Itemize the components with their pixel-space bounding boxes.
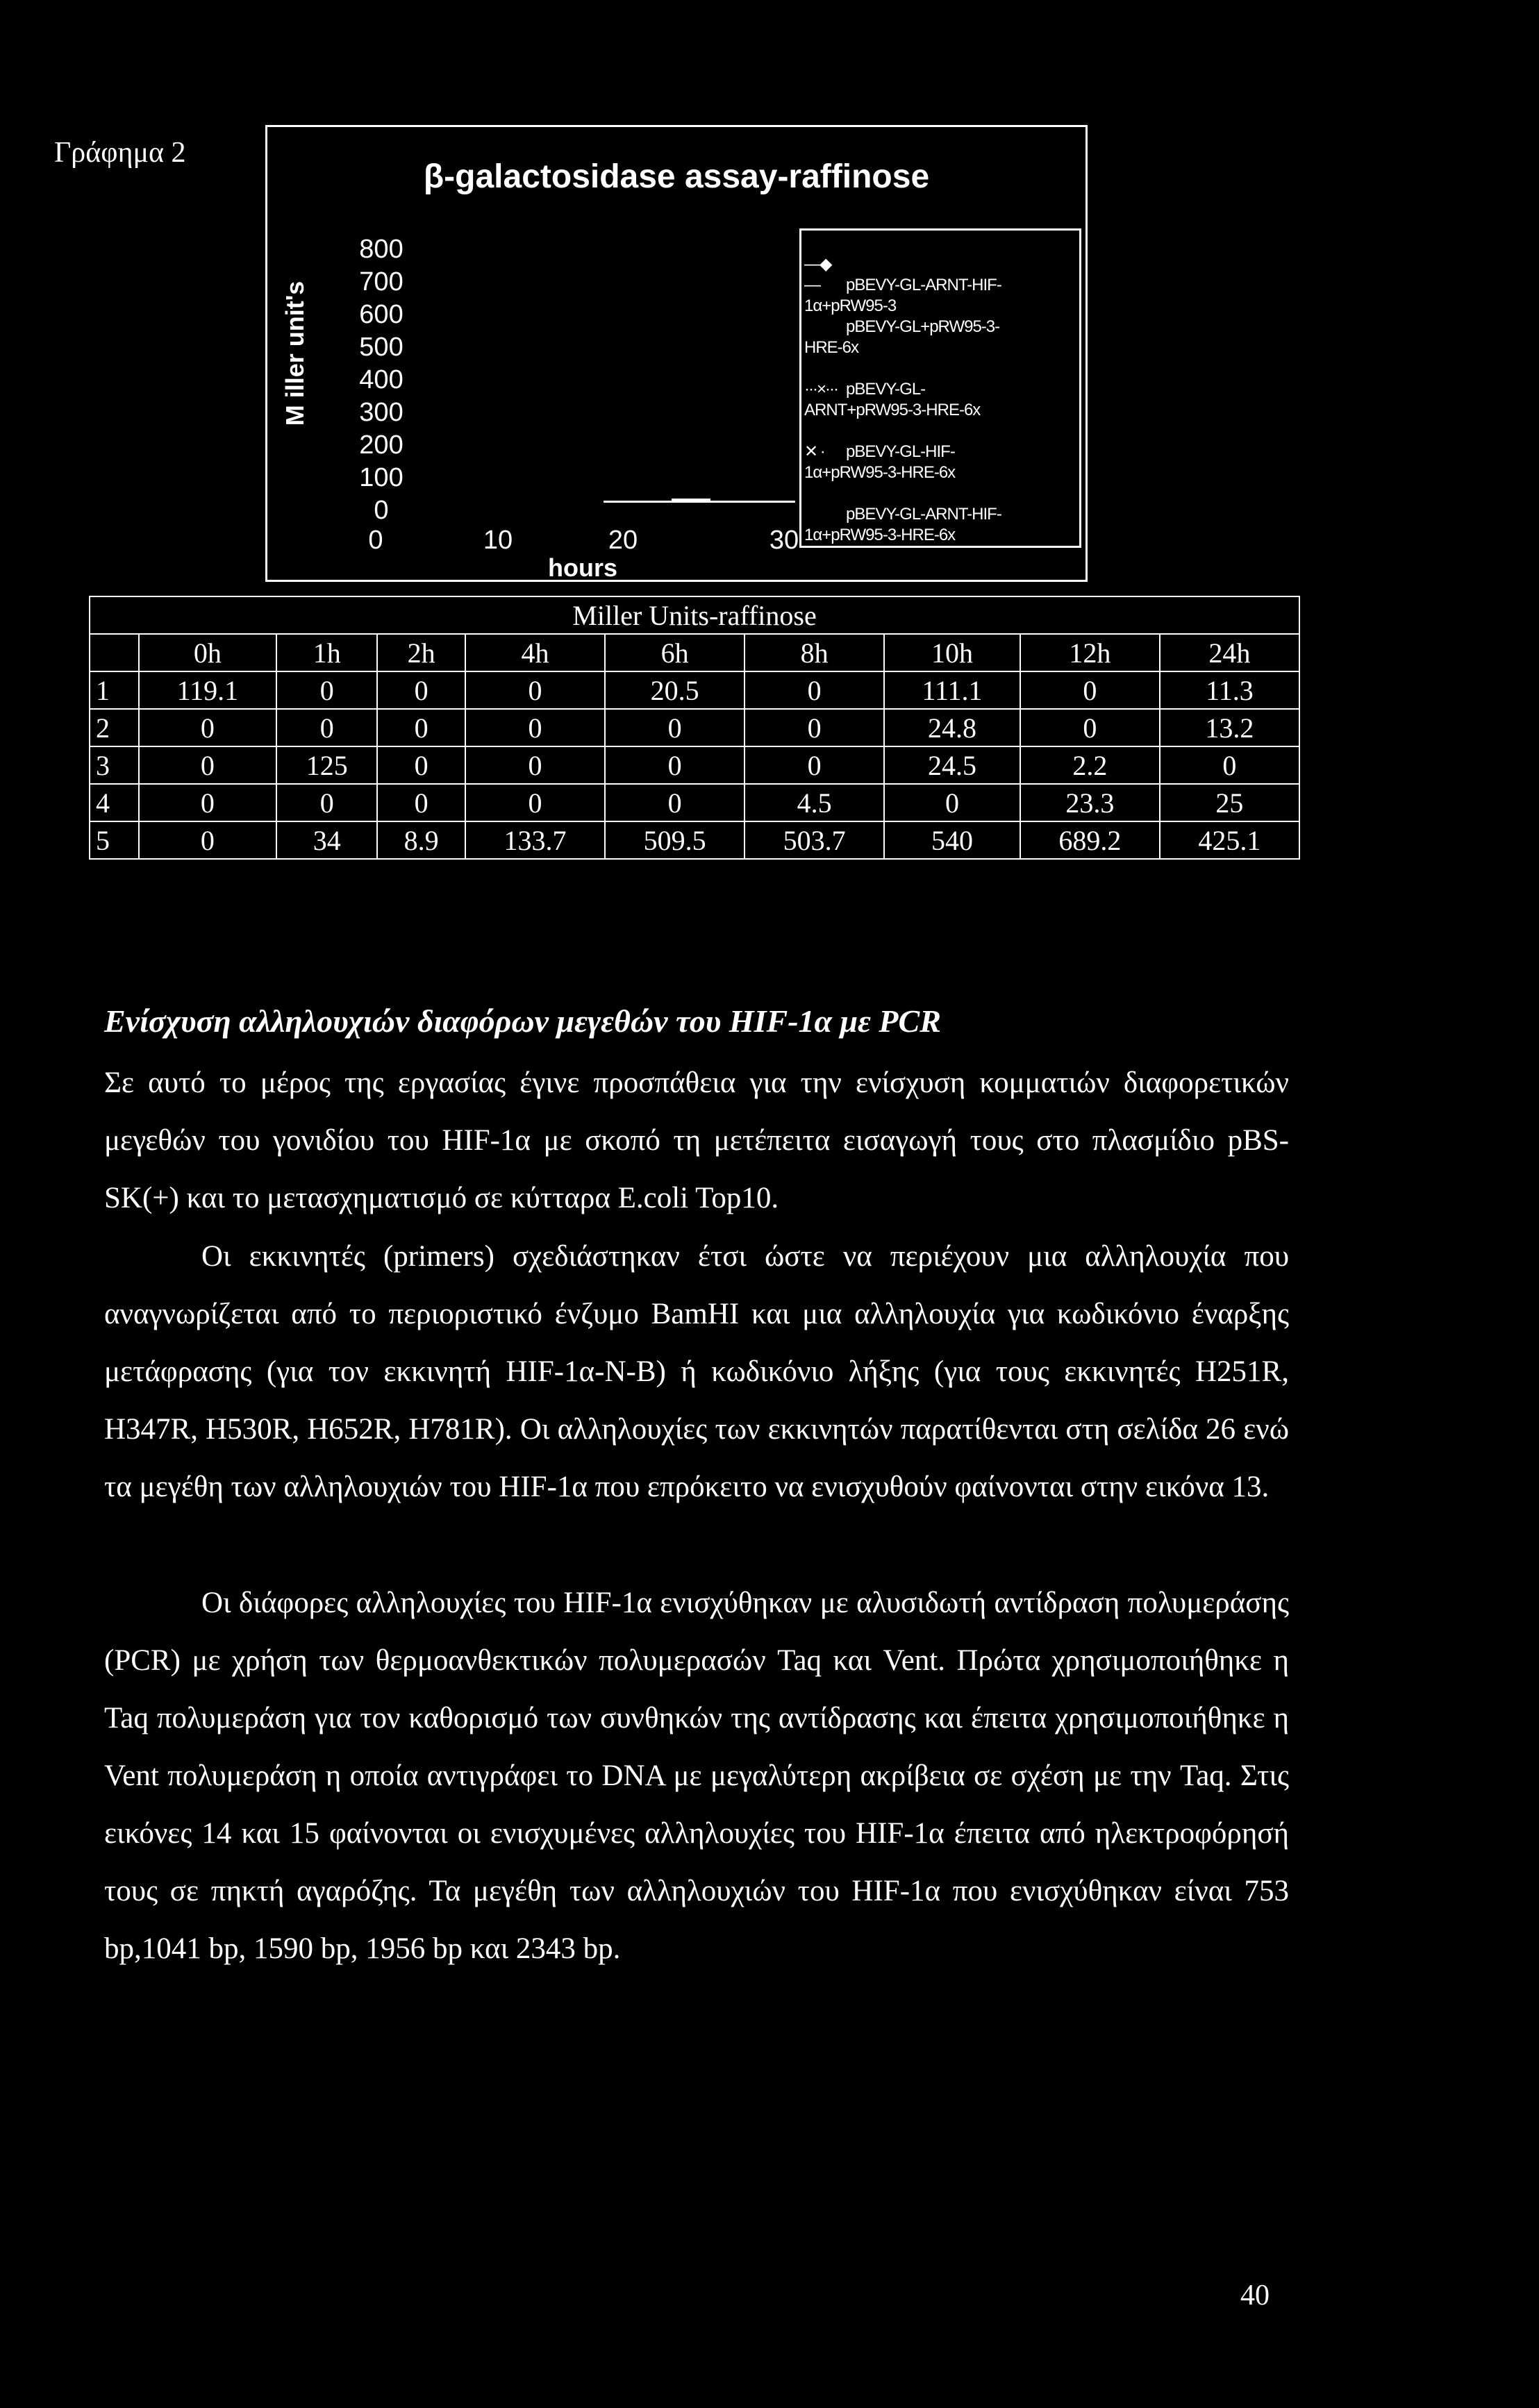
- table-cell: 0: [276, 709, 377, 746]
- table-cell: 0: [276, 784, 377, 821]
- y-tick-label: 400: [359, 365, 404, 394]
- table-header-cell: 4h: [465, 634, 605, 671]
- table-cell: 0: [139, 784, 276, 821]
- table-cell: 0: [1020, 671, 1160, 709]
- table-row: [90, 709, 1299, 746]
- y-tick-label: 200: [359, 430, 404, 460]
- table-cell: 125: [276, 746, 377, 784]
- table-cell: 119.1: [139, 671, 276, 709]
- x-tick-label: 0: [368, 526, 383, 555]
- chart-title: β-galactosidase assay-raffinose: [423, 158, 930, 195]
- legend-label: pBEVY-GL-HIF- 1α+pRW95-3-HRE-6x: [804, 442, 956, 482]
- table-cell: 111.1: [884, 671, 1020, 709]
- y-tick-label: 0: [374, 496, 389, 525]
- table-cell: 689.2: [1020, 821, 1160, 859]
- table-header-cell: 12h: [1020, 634, 1160, 671]
- y-tick-label: 100: [359, 463, 404, 492]
- table-header-cell: 8h: [744, 634, 884, 671]
- table-caption: Miller Units-raffinose: [90, 596, 1299, 634]
- series-line-overlap: [672, 499, 710, 503]
- table-cell: 0: [377, 709, 465, 746]
- table-cell: 34: [276, 821, 377, 859]
- table-cell: 20.5: [605, 671, 744, 709]
- legend-label: pBEVY-GL-ARNT-HIF- 1α+pRW95-3: [804, 276, 1001, 315]
- page-number: 40: [1240, 2280, 1270, 2311]
- paragraph: Σε αυτό το μέρος της εργασίας έγινε προσπάθεια για την ενίσχυση κομματιών διαφορετικών μεγεθών του γονιδίου του HIF-1α με σκοπό τη μετέπειτα εισαγωγή τους στο πλασμίδιο pBS-SK(+) και το μετασχηματισμό σε κύτταρα E.coli Top10.: [104, 1067, 1289, 1214]
- table-row: [90, 671, 1299, 709]
- table-cell: 509.5: [605, 821, 744, 859]
- table-cell: 425.1: [1160, 821, 1299, 859]
- table-cell: 11.3: [1160, 671, 1299, 709]
- table-cell: 0: [139, 709, 276, 746]
- table-cell: 0: [465, 784, 605, 821]
- table-row: [90, 821, 1299, 859]
- y-tick-label: 800: [359, 235, 404, 264]
- table-cell: 13.2: [1160, 709, 1299, 746]
- table-cell: 0: [139, 746, 276, 784]
- table-cell: 503.7: [744, 821, 884, 859]
- table-cell: 0: [605, 784, 744, 821]
- legend-label: pBEVY-GL- ARNT+pRW95-3-HRE-6x: [804, 380, 981, 419]
- legend-label: pBEVY-GL+pRW95-3- HRE-6x: [804, 317, 1000, 357]
- table-cell: 0: [1020, 709, 1160, 746]
- table-header-cell: 2h: [377, 634, 465, 671]
- table-cell: 4.5: [744, 784, 884, 821]
- table-cell: 0: [465, 671, 605, 709]
- table-cell: 25: [1160, 784, 1299, 821]
- y-tick-label: 500: [359, 333, 404, 362]
- paragraph: Οι εκκινητές (primers) σχεδιάστηκαν έτσι ώστε να περιέχουν μια αλληλουχία που αναγνωρίζεται από το περιοριστικό ένζυμο BamHI και μια αλληλουχία για κωδικόνιο έναρξης μετάφρασης (για τον εκκινητή HIF-1α-N-B) ή κωδικόνιο λήξης (για τους εκκινητές H251R, H347R, H530R, H652R, H781R). Οι αλληλουχίες των εκκινητών παρατίθενται στη σελίδα 26 ενώ τα μεγέθη των αλληλουχιών του HIF-1α που επρόκειτο να ενισχυθούν φαίνονται στην εικόνα 13.: [104, 1240, 1289, 1503]
- table-cell: 2.2: [1020, 746, 1160, 784]
- legend-marker: ✕ ·: [804, 442, 824, 461]
- y-tick-label: 300: [359, 398, 404, 427]
- table-cell: 24.5: [884, 746, 1020, 784]
- table-header-cell: 6h: [605, 634, 744, 671]
- legend-label: pBEVY-GL-ARNT-HIF- 1α+pRW95-3-HRE-6x: [804, 505, 1001, 544]
- table-header-cell: 24h: [1160, 634, 1299, 671]
- table-cell: 0: [276, 671, 377, 709]
- table-cell: 133.7: [465, 821, 605, 859]
- table-header-cell: 10h: [884, 634, 1020, 671]
- legend-marker: ···×···: [804, 380, 838, 399]
- table-cell: 0: [884, 784, 1020, 821]
- table-cell: 0: [465, 709, 605, 746]
- chart-legend: [799, 228, 1081, 548]
- row-index-cell: 5: [90, 821, 139, 859]
- chart: [265, 125, 1088, 582]
- row-index-cell: 3: [90, 746, 139, 784]
- table-cell: 0: [377, 746, 465, 784]
- y-tick-label: 700: [359, 267, 404, 296]
- table-cell: 0: [139, 821, 276, 859]
- row-index-cell: 4: [90, 784, 139, 821]
- table-header-cell: 0h: [139, 634, 276, 671]
- paragraph: Οι διάφορες αλληλουχίες του HIF-1α ενισχύθηκαν με αλυσιδωτή αντίδραση πολυμεράσης (PCR) με χρήση των θερμοανθεκτικών πολυμερασών Taq και Vent. Πρώτα χρησιμοποιήθηκε η Taq πολυμεράση για τον καθορισμό των συνθηκών της αντίδρασης και έπειτα χρησιμοποιήθηκε η Vent πολυμεράση η οποία αντιγράφει το DNA με μεγαλύτερη ακρίβεια σε σχέση με την Taq. Στις εικόνες 14 και 15 φαίνονται οι ενισχυμένες αλληλουχίες του HIF-1α έπειτα από ηλεκτροφόρησή τους σε πηκτή αγαρόζης. Τα μεγέθη των αλληλουχιών του HIF-1α που ενισχύθηκαν είναι 753 bp,1041 bp, 1590 bp, 1956 bp και 2343 bp.: [104, 1587, 1289, 1965]
- table-cell: 24.8: [884, 709, 1020, 746]
- row-index-cell: 1: [90, 671, 139, 709]
- table-cell: 0: [744, 709, 884, 746]
- section-title: Ενίσχυση αλληλουχιών διαφόρων μεγεθών του HIF-1α με PCR: [104, 1003, 941, 1039]
- x-tick-label: 10: [483, 526, 513, 555]
- table-cell: 0: [377, 784, 465, 821]
- table-header-cell: [90, 634, 139, 671]
- table-cell: 0: [744, 746, 884, 784]
- miller-units-table: [89, 596, 1300, 860]
- table-header-row: [90, 634, 1299, 671]
- legend-item: [804, 421, 1079, 483]
- table-cell: 0: [744, 671, 884, 709]
- x-tick-label: 20: [608, 526, 638, 555]
- legend-item: [804, 296, 1079, 358]
- table-cell: 540: [884, 821, 1020, 859]
- table-header-cell: 1h: [276, 634, 377, 671]
- legend-item: [804, 483, 1079, 546]
- table-cell: 23.3: [1020, 784, 1160, 821]
- table-row: [90, 784, 1299, 821]
- table-cell: 0: [1160, 746, 1299, 784]
- table-row: [90, 746, 1299, 784]
- y-tick-label: 600: [359, 300, 404, 329]
- table-cell: 0: [605, 709, 744, 746]
- table-cell: 0: [465, 746, 605, 784]
- figure-label: Γράφημα 2: [54, 137, 186, 169]
- x-tick-label: 30: [769, 526, 799, 555]
- x-axis-label: hours: [548, 553, 618, 582]
- y-axis-label: M iller unit's: [281, 281, 309, 426]
- legend-marker: —◆—: [804, 255, 831, 294]
- table-cell: 0: [377, 671, 465, 709]
- legend-item: [804, 358, 1079, 421]
- row-index-cell: 2: [90, 709, 139, 746]
- table-cell: 8.9: [377, 821, 465, 859]
- table-cell: 0: [605, 746, 744, 784]
